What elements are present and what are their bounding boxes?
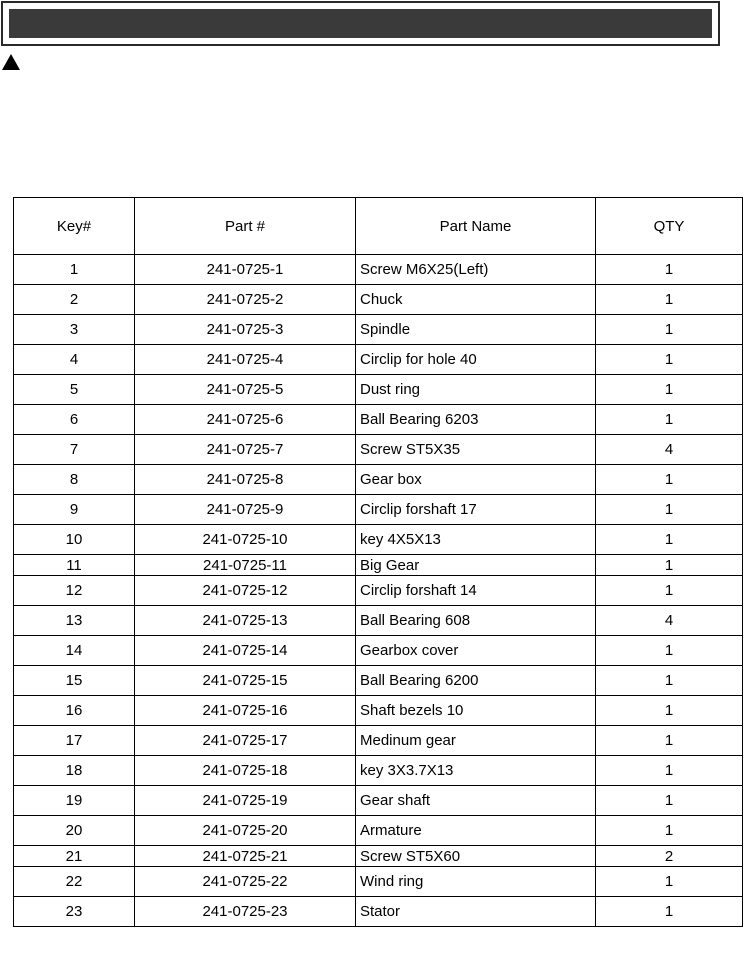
table-row: [14, 786, 743, 816]
cell-part-number: 241-0725-14: [135, 636, 356, 666]
cell-key: 9: [14, 495, 135, 525]
cell-qty: 4: [596, 435, 743, 465]
cell-part-number: 241-0725-12: [135, 576, 356, 606]
cell-part-number: 241-0725-1: [135, 255, 356, 285]
cell-part-number: 241-0725-15: [135, 666, 356, 696]
cell-qty: 1: [596, 696, 743, 726]
cell-part-number: 241-0725-9: [135, 495, 356, 525]
table-row: [14, 816, 743, 846]
cell-part-name: Medinum gear: [356, 726, 596, 756]
cell-part-number: 241-0725-6: [135, 405, 356, 435]
cell-qty: 4: [596, 606, 743, 636]
cell-part-name: Ball Bearing 6200: [356, 666, 596, 696]
table-row: [14, 606, 743, 636]
table-row: [14, 465, 743, 495]
cell-part-name: key 4X5X13: [356, 525, 596, 555]
cell-key: 8: [14, 465, 135, 495]
table-row: [14, 846, 743, 867]
cell-part-name: Shaft bezels 10: [356, 696, 596, 726]
header-bar: [9, 9, 712, 38]
table-row: [14, 555, 743, 576]
cell-key: 23: [14, 897, 135, 927]
cell-part-name: Dust ring: [356, 375, 596, 405]
table-row: [14, 375, 743, 405]
table-row: [14, 696, 743, 726]
cell-part-name: Gearbox cover: [356, 636, 596, 666]
cell-qty: 1: [596, 495, 743, 525]
cell-part-name: Ball Bearing 6203: [356, 405, 596, 435]
header-part-number: Part #: [135, 198, 356, 255]
cell-part-name: Big Gear: [356, 555, 596, 576]
table-row: [14, 726, 743, 756]
cell-part-number: 241-0725-17: [135, 726, 356, 756]
cell-part-number: 241-0725-4: [135, 345, 356, 375]
cell-part-name: Screw ST5X35: [356, 435, 596, 465]
cell-part-name: Screw ST5X60: [356, 846, 596, 867]
cell-key: 12: [14, 576, 135, 606]
cell-qty: 1: [596, 816, 743, 846]
cell-part-number: 241-0725-23: [135, 897, 356, 927]
cell-key: 6: [14, 405, 135, 435]
table-row: [14, 345, 743, 375]
cell-key: 13: [14, 606, 135, 636]
cell-qty: 1: [596, 555, 743, 576]
cell-part-name: Armature: [356, 816, 596, 846]
cell-key: 14: [14, 636, 135, 666]
table-row: [14, 897, 743, 927]
triangle-marker-icon: [2, 54, 20, 70]
table-row: [14, 756, 743, 786]
table-row: [14, 867, 743, 897]
table-row: [14, 315, 743, 345]
cell-qty: 1: [596, 525, 743, 555]
cell-part-name: Wind ring: [356, 867, 596, 897]
cell-part-number: 241-0725-7: [135, 435, 356, 465]
cell-part-number: 241-0725-16: [135, 696, 356, 726]
cell-part-number: 241-0725-11: [135, 555, 356, 576]
cell-part-name: Ball Bearing 608: [356, 606, 596, 636]
cell-key: 2: [14, 285, 135, 315]
cell-key: 1: [14, 255, 135, 285]
header-key: Key#: [14, 198, 135, 255]
cell-part-name: key 3X3.7X13: [356, 756, 596, 786]
cell-qty: 1: [596, 897, 743, 927]
cell-key: 19: [14, 786, 135, 816]
cell-qty: 1: [596, 375, 743, 405]
cell-key: 7: [14, 435, 135, 465]
cell-part-number: 241-0725-8: [135, 465, 356, 495]
cell-part-number: 241-0725-21: [135, 846, 356, 867]
cell-qty: 1: [596, 255, 743, 285]
cell-part-name: Chuck: [356, 285, 596, 315]
table-row: [14, 666, 743, 696]
cell-qty: 1: [596, 345, 743, 375]
cell-qty: 1: [596, 666, 743, 696]
cell-key: 15: [14, 666, 135, 696]
cell-key: 5: [14, 375, 135, 405]
cell-key: 4: [14, 345, 135, 375]
cell-part-name: Gear box: [356, 465, 596, 495]
parts-table-body: [14, 255, 743, 927]
cell-part-number: 241-0725-10: [135, 525, 356, 555]
cell-part-number: 241-0725-13: [135, 606, 356, 636]
cell-part-name: Screw M6X25(Left): [356, 255, 596, 285]
cell-key: 3: [14, 315, 135, 345]
table-row: [14, 405, 743, 435]
cell-key: 21: [14, 846, 135, 867]
cell-qty: 1: [596, 315, 743, 345]
table-header-row: [14, 198, 743, 255]
cell-part-name: Spindle: [356, 315, 596, 345]
cell-part-number: 241-0725-3: [135, 315, 356, 345]
cell-key: 22: [14, 867, 135, 897]
cell-key: 17: [14, 726, 135, 756]
table-row: [14, 255, 743, 285]
cell-key: 11: [14, 555, 135, 576]
cell-key: 10: [14, 525, 135, 555]
cell-key: 20: [14, 816, 135, 846]
header-banner: [1, 1, 720, 46]
cell-part-name: Circlip forshaft 14: [356, 576, 596, 606]
header-qty: QTY: [596, 198, 743, 255]
cell-part-number: 241-0725-20: [135, 816, 356, 846]
header-part-name: Part Name: [356, 198, 596, 255]
cell-qty: 1: [596, 726, 743, 756]
cell-qty: 1: [596, 405, 743, 435]
cell-part-name: Stator: [356, 897, 596, 927]
cell-part-number: 241-0725-18: [135, 756, 356, 786]
cell-qty: 1: [596, 285, 743, 315]
table-row: [14, 435, 743, 465]
cell-qty: 1: [596, 786, 743, 816]
table-row: [14, 525, 743, 555]
table-row: [14, 285, 743, 315]
cell-part-number: 241-0725-19: [135, 786, 356, 816]
parts-table: [13, 197, 743, 927]
cell-part-name: Circlip for hole 40: [356, 345, 596, 375]
cell-part-name: Gear shaft: [356, 786, 596, 816]
cell-qty: 1: [596, 576, 743, 606]
cell-part-number: 241-0725-2: [135, 285, 356, 315]
cell-qty: 1: [596, 636, 743, 666]
cell-qty: 1: [596, 465, 743, 495]
cell-part-number: 241-0725-5: [135, 375, 356, 405]
cell-part-number: 241-0725-22: [135, 867, 356, 897]
cell-qty: 1: [596, 867, 743, 897]
cell-part-name: Circlip forshaft 17: [356, 495, 596, 525]
table-row: [14, 495, 743, 525]
table-row: [14, 576, 743, 606]
table-row: [14, 636, 743, 666]
cell-qty: 1: [596, 756, 743, 786]
cell-key: 16: [14, 696, 135, 726]
cell-key: 18: [14, 756, 135, 786]
cell-qty: 2: [596, 846, 743, 867]
